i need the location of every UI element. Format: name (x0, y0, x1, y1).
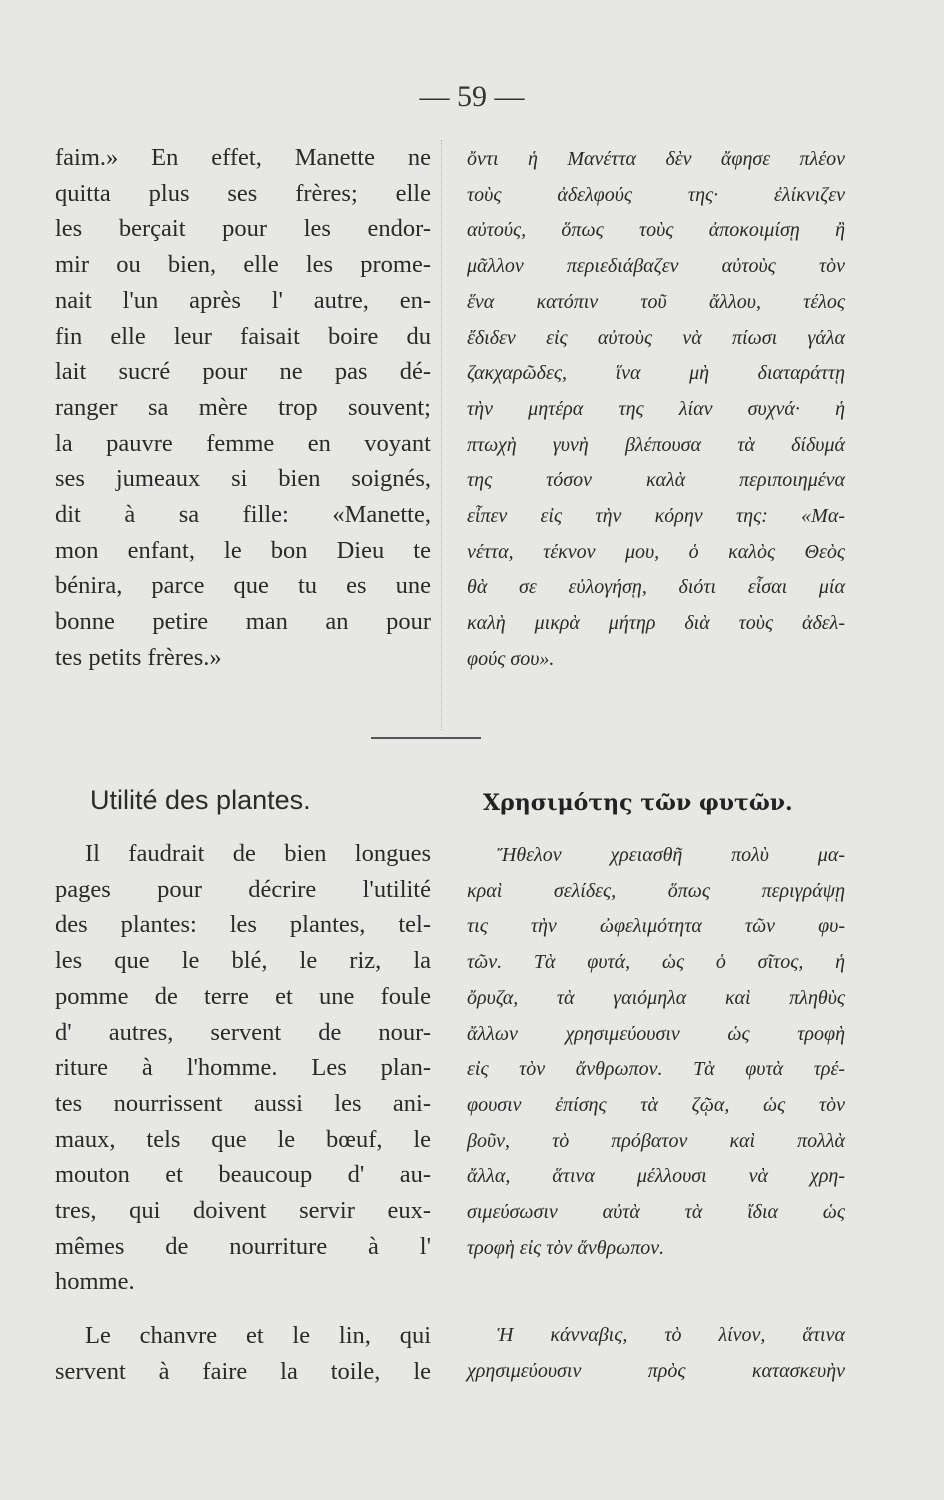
text-line: τις τὴν ὠφελιμότητα τῶν φυ- (467, 915, 845, 938)
greek-text-top (467, 142, 845, 678)
text-line: tres, qui doivent servir eux- (55, 1197, 431, 1225)
text-line: faim.» En effet, Manette ne (55, 144, 431, 171)
text-line: ἄλλα, ἅτινα μέλλουσι νὰ χρη- (467, 1165, 845, 1188)
text-line: της τόσον καλὰ περιποιημένα (467, 469, 845, 492)
text-line: Il faudrait de bien longues (85, 840, 431, 867)
french-paragraph-1 (55, 836, 431, 1300)
text-line: σιμεύσωσιν αὐτὰ τὰ ἴδια ὡς (467, 1201, 845, 1224)
text-line: τροφὴ εἰς τὸν ἄνθρωπον. (467, 1236, 665, 1259)
text-line: Ἤθελον χρειασθῆ πολὺ μα- (497, 844, 845, 866)
text-line: mouton et beaucoup d' au- (55, 1161, 431, 1189)
text-line: τοὺς ἀδελφούς της· ἐλίκνιζεν (467, 183, 845, 206)
text-line: d' autres, servent de nour- (55, 1018, 431, 1046)
text-line: ζακχαρῶδες, ἵνα μὴ διαταράττῃ (467, 362, 845, 385)
text-line: mon enfant, le bon Dieu te (55, 536, 431, 564)
text-line: ranger sa mère trop souvent; (55, 393, 431, 421)
text-line: καλὴ μικρὰ μήτηρ διὰ τοὺς ἀδελ- (467, 612, 845, 635)
text-line: τῶν. Τὰ φυτά, ὡς ὁ σῖτος, ἡ (467, 951, 845, 974)
text-line: φουσιν ἐπίσης τὰ ζῷα, ὡς τὸν (467, 1093, 845, 1116)
text-line: Le chanvre et le lin, qui (85, 1322, 431, 1349)
text-line: κραὶ σελίδες, ὅπως περιγράψῃ (467, 879, 845, 902)
text-line: χρησιμεύουσιν πρὸς κατασκευὴν (467, 1359, 845, 1382)
greek-section-heading: Χρησιμότης τῶν φυτῶν. (483, 790, 793, 816)
text-line: les berçait pour les endor- (55, 215, 431, 243)
text-line: μᾶλλον περιεδιάβαζεν αὐτοὺς τὸν (467, 255, 845, 278)
text-line: εἰς τὸν ἄνθρωπον. Τὰ φυτὰ τρέ- (467, 1058, 845, 1081)
greek-paragraph-2 (467, 1318, 845, 1389)
text-line: des plantes: les plantes, tel- (55, 911, 431, 939)
text-line: fin elle leur faisait boire du (55, 322, 431, 350)
page-number: — 59 — (419, 80, 525, 113)
text-line: riture à l'homme. Les plan- (55, 1054, 431, 1082)
text-line: ὄντι ἡ Μανέττα δὲν ἄφησε πλέον (467, 148, 845, 170)
french-section-heading: Utilité des plantes. (90, 785, 311, 815)
text-line: maux, tels que le bœuf, le (55, 1125, 431, 1153)
text-line: βοῦν, τὸ πρόβατον καὶ πολλὰ (467, 1129, 845, 1152)
text-line: πτωχὴ γυνὴ βλέπουσα τὰ δίδυμά (467, 433, 845, 456)
text-line: homme. (55, 1268, 135, 1296)
text-line: tes nourrissent aussi les ani- (55, 1089, 431, 1117)
text-line: tes petits frères.» (55, 643, 222, 671)
text-line: pomme de terre et une foule (55, 982, 431, 1010)
french-paragraph-2 (55, 1318, 431, 1389)
text-line: ἔδιδεν εἰς αὐτοὺς νὰ πίωσι γάλα (467, 326, 845, 349)
text-line: θὰ σε εὐλογήσῃ, διότι εἶσαι μία (467, 576, 845, 599)
text-line: Ἡ κάνναβις, τὸ λίνον, ἅτινα (497, 1324, 845, 1346)
text-line: quitta plus ses frères; elle (55, 179, 431, 207)
text-line: ἄλλων χρησιμεύουσιν ὡς τροφὴ (467, 1022, 845, 1045)
text-line: τὴν μητέρα της λίαν συχνά· ἡ (467, 397, 845, 420)
text-line: la pauvre femme en voyant (55, 429, 431, 457)
text-line: ἕνα κατόπιν τοῦ ἄλλου, τέλος (467, 290, 845, 313)
text-line: αὐτούς, ὅπως τοὺς ἀποκοιμίσῃ ἢ (467, 219, 845, 242)
greek-paragraph-1 (467, 838, 845, 1266)
text-line: εἶπεν εἰς τὴν κόρην της: «Μα- (467, 505, 845, 528)
text-line: pages pour décrire l'utilité (55, 875, 431, 903)
column-divider (441, 140, 442, 730)
french-text-top (55, 140, 431, 676)
text-line: bonne petire man an pour (55, 608, 431, 636)
text-line: dit à sa fille: «Manette, (55, 501, 431, 529)
text-line: ses jumeaux si bien soignés, (55, 465, 431, 493)
section-divider (371, 737, 481, 739)
text-line: mir ou bien, elle les prome- (55, 251, 431, 279)
text-line: nait l'un après l' autre, en- (55, 286, 431, 314)
text-line: νέττα, τέκνον μου, ὁ καλὸς Θεὸς (467, 540, 845, 563)
text-line: bénira, parce que tu es une (55, 572, 431, 600)
text-line: lait sucré pour ne pas dé- (55, 358, 431, 386)
text-line: servent à faire la toile, le (55, 1357, 431, 1385)
text-line: mêmes de nourriture à l' (55, 1232, 431, 1260)
text-line: φούς σου». (467, 647, 555, 670)
text-line: ὄρυζα, τὰ γαιόμηλα καὶ πληθὺς (467, 986, 845, 1009)
text-line: les que le blé, le riz, la (55, 947, 431, 975)
